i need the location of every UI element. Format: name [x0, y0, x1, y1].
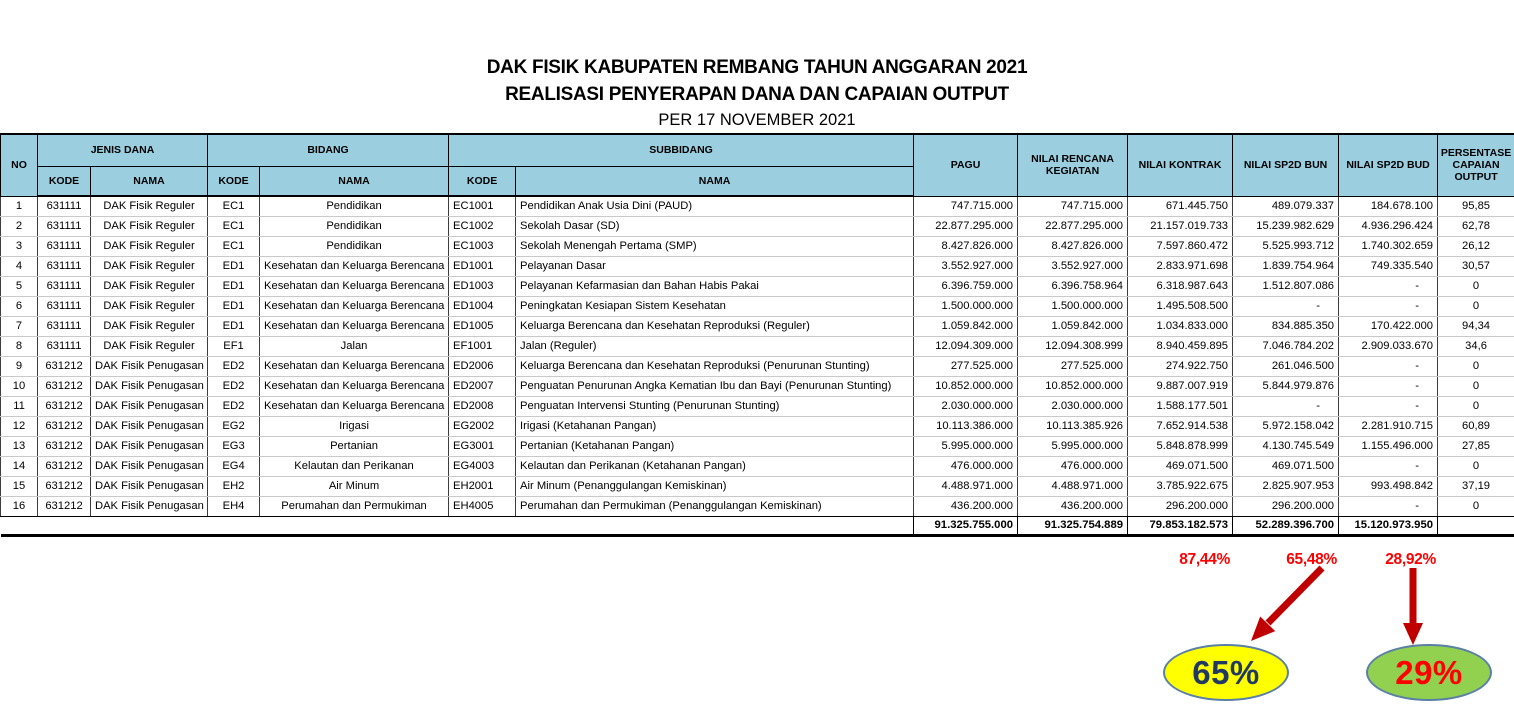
cell-subbidang-kode: EH4005 — [449, 497, 516, 517]
cell-bidang-nama: Air Minum — [260, 477, 449, 497]
report-title-block — [0, 54, 1514, 132]
cell-subbidang-kode: EF1001 — [449, 337, 516, 357]
cell-jenis-dana-kode: 631212 — [38, 377, 91, 397]
cell-no: 2 — [1, 217, 38, 237]
cell-no: 6 — [1, 297, 38, 317]
cell-no: 4 — [1, 257, 38, 277]
header-bidang-nama: NAMA — [260, 166, 449, 196]
cell-subbidang-nama: Perumahan dan Permukiman (Penanggulangan Kemiskinan) — [516, 497, 914, 517]
cell-no: 9 — [1, 357, 38, 377]
table-row — [1, 457, 1514, 477]
cell-subbidang-kode: EC1002 — [449, 217, 516, 237]
header-no: NO — [1, 134, 38, 196]
cell-nilai-sp2d-bud: 993.498.842 — [1339, 477, 1438, 497]
cell-persentase: 0 — [1438, 277, 1514, 297]
table-row — [1, 237, 1514, 257]
table-row — [1, 477, 1514, 497]
cell-nilai-sp2d-bun: 2.825.907.953 — [1233, 477, 1339, 497]
total-persentase-empty — [1438, 517, 1514, 536]
cell-nilai-rencana-kegiatan: 10.852.000.000 — [1018, 377, 1128, 397]
cell-jenis-dana-kode: 631111 — [38, 217, 91, 237]
cell-pagu: 747.715.000 — [914, 196, 1018, 217]
cell-nilai-sp2d-bud: - — [1339, 497, 1438, 517]
cell-pagu: 1.500.000.000 — [914, 297, 1018, 317]
cell-nilai-sp2d-bud: - — [1339, 457, 1438, 477]
arrow-down-left-icon — [1251, 568, 1322, 641]
cell-subbidang-nama: Irigasi (Ketahanan Pangan) — [516, 417, 914, 437]
cell-persentase: 0 — [1438, 377, 1514, 397]
table-row — [1, 217, 1514, 237]
table-row — [1, 317, 1514, 337]
table-row — [1, 277, 1514, 297]
table-row — [1, 297, 1514, 317]
cell-no: 1 — [1, 196, 38, 217]
cell-bidang-kode: EG2 — [208, 417, 260, 437]
header-subbidang-nama: NAMA — [516, 166, 914, 196]
cell-nilai-sp2d-bud: 170.422.000 — [1339, 317, 1438, 337]
cell-pagu: 22.877.295.000 — [914, 217, 1018, 237]
cell-nilai-rencana-kegiatan: 1.059.842.000 — [1018, 317, 1128, 337]
cell-jenis-dana-nama: DAK Fisik Reguler — [91, 257, 208, 277]
cell-subbidang-nama: Sekolah Dasar (SD) — [516, 217, 914, 237]
cell-bidang-nama: Irigasi — [260, 417, 449, 437]
cell-bidang-nama: Kesehatan dan Keluarga Berencana — [260, 277, 449, 297]
cell-jenis-dana-kode: 631111 — [38, 317, 91, 337]
table-row — [1, 357, 1514, 377]
cell-no: 11 — [1, 397, 38, 417]
cell-nilai-rencana-kegiatan: 12.094.308.999 — [1018, 337, 1128, 357]
cell-bidang-kode: EG3 — [208, 437, 260, 457]
cell-bidang-kode: EC1 — [208, 217, 260, 237]
cell-jenis-dana-nama: DAK Fisik Penugasan — [91, 497, 208, 517]
cell-subbidang-kode: ED1004 — [449, 297, 516, 317]
cell-nilai-rencana-kegiatan: 4.488.971.000 — [1018, 477, 1128, 497]
table-row — [1, 196, 1514, 217]
cell-jenis-dana-kode: 631111 — [38, 297, 91, 317]
cell-nilai-sp2d-bud: 2.281.910.715 — [1339, 417, 1438, 437]
total-nilai-kontrak: 79.853.182.573 — [1128, 517, 1233, 536]
report-title-line-2: REALISASI PENYERAPAN DANA DAN CAPAIAN OUTPUT — [505, 84, 1009, 105]
table-row — [1, 257, 1514, 277]
cell-subbidang-kode: EG4003 — [449, 457, 516, 477]
cell-nilai-kontrak: 9.887.007.919 — [1128, 377, 1233, 397]
cell-nilai-kontrak: 8.940.459.895 — [1128, 337, 1233, 357]
cell-bidang-nama: Kesehatan dan Keluarga Berencana — [260, 397, 449, 417]
cell-no: 13 — [1, 437, 38, 457]
cell-subbidang-kode: EG3001 — [449, 437, 516, 457]
cell-subbidang-nama: Air Minum (Penanggulangan Kemiskinan) — [516, 477, 914, 497]
cell-jenis-dana-kode: 631212 — [38, 497, 91, 517]
cell-jenis-dana-kode: 631212 — [38, 457, 91, 477]
cell-bidang-kode: ED2 — [208, 377, 260, 397]
table-row — [1, 437, 1514, 457]
cell-persentase: 0 — [1438, 397, 1514, 417]
cell-bidang-kode: EC1 — [208, 237, 260, 257]
cell-nilai-sp2d-bud: 4.936.296.424 — [1339, 217, 1438, 237]
cell-bidang-kode: ED1 — [208, 277, 260, 297]
totals-row — [1, 517, 1514, 536]
cell-nilai-sp2d-bun: - — [1233, 297, 1339, 317]
cell-subbidang-kode: ED1005 — [449, 317, 516, 337]
table-row — [1, 397, 1514, 417]
cell-bidang-kode: ED1 — [208, 317, 260, 337]
cell-no: 12 — [1, 417, 38, 437]
annotation-pct-bud: 28,92% — [1385, 551, 1436, 568]
cell-persentase: 37,19 — [1438, 477, 1514, 497]
cell-persentase: 26,12 — [1438, 237, 1514, 257]
cell-jenis-dana-kode: 631111 — [38, 337, 91, 357]
header-bidang: BIDANG — [208, 134, 449, 166]
cell-nilai-sp2d-bud: 1.155.496.000 — [1339, 437, 1438, 457]
cell-subbidang-kode: ED2006 — [449, 357, 516, 377]
total-pagu: 91.325.755.000 — [914, 517, 1018, 536]
cell-bidang-nama: Kesehatan dan Keluarga Berencana — [260, 377, 449, 397]
cell-jenis-dana-kode: 631212 — [38, 477, 91, 497]
cell-jenis-dana-nama: DAK Fisik Reguler — [91, 297, 208, 317]
cell-bidang-kode: EH4 — [208, 497, 260, 517]
cell-nilai-sp2d-bun: 5.525.993.712 — [1233, 237, 1339, 257]
cell-nilai-sp2d-bud: 2.909.033.670 — [1339, 337, 1438, 357]
cell-no: 16 — [1, 497, 38, 517]
cell-jenis-dana-nama: DAK Fisik Penugasan — [91, 357, 208, 377]
cell-bidang-nama: Kesehatan dan Keluarga Berencana — [260, 297, 449, 317]
cell-nilai-sp2d-bun: 7.046.784.202 — [1233, 337, 1339, 357]
cell-no: 3 — [1, 237, 38, 257]
cell-nilai-sp2d-bun: - — [1233, 397, 1339, 417]
header-jenis-dana-kode: KODE — [38, 166, 91, 196]
cell-jenis-dana-nama: DAK Fisik Reguler — [91, 277, 208, 297]
cell-nilai-kontrak: 3.785.922.675 — [1128, 477, 1233, 497]
cell-subbidang-nama: Pertanian (Ketahanan Pangan) — [516, 437, 914, 457]
total-nilai-sp2d-bun: 52.289.396.700 — [1233, 517, 1339, 536]
header-jenis-dana: JENIS DANA — [38, 134, 208, 166]
cell-nilai-sp2d-bun: 296.200.000 — [1233, 497, 1339, 517]
cell-bidang-kode: ED2 — [208, 397, 260, 417]
cell-jenis-dana-nama: DAK Fisik Penugasan — [91, 477, 208, 497]
header-nilai-kontrak: NILAI KONTRAK — [1128, 134, 1233, 196]
cell-persentase: 60,89 — [1438, 417, 1514, 437]
table-row — [1, 337, 1514, 357]
cell-no: 7 — [1, 317, 38, 337]
bubble-green-label: 29% — [1395, 653, 1463, 691]
cell-subbidang-nama: Keluarga Berencana dan Kesehatan Reproduksi (Penurunan Stunting) — [516, 357, 914, 377]
cell-bidang-kode: ED2 — [208, 357, 260, 377]
cell-nilai-kontrak: 469.071.500 — [1128, 457, 1233, 477]
cell-nilai-sp2d-bud: - — [1339, 377, 1438, 397]
header-nilai-sp2d-bun: NILAI SP2D BUN — [1233, 134, 1339, 196]
cell-nilai-kontrak: 1.495.508.500 — [1128, 297, 1233, 317]
cell-jenis-dana-kode: 631111 — [38, 277, 91, 297]
cell-subbidang-kode: EC1003 — [449, 237, 516, 257]
header-subbidang-kode: KODE — [449, 166, 516, 196]
cell-bidang-nama: Kesehatan dan Keluarga Berencana — [260, 317, 449, 337]
arrow-down-icon — [1403, 568, 1423, 645]
cell-subbidang-kode: ED2007 — [449, 377, 516, 397]
cell-nilai-kontrak: 5.848.878.999 — [1128, 437, 1233, 457]
cell-subbidang-nama: Peningkatan Kesiapan Sistem Kesehatan — [516, 297, 914, 317]
cell-bidang-kode: ED1 — [208, 297, 260, 317]
cell-jenis-dana-kode: 631111 — [38, 257, 91, 277]
cell-pagu: 5.995.000.000 — [914, 437, 1018, 457]
cell-subbidang-nama: Keluarga Berencana dan Kesehatan Reproduksi (Reguler) — [516, 317, 914, 337]
cell-nilai-kontrak: 671.445.750 — [1128, 196, 1233, 217]
cell-nilai-rencana-kegiatan: 1.500.000.000 — [1018, 297, 1128, 317]
cell-pagu: 2.030.000.000 — [914, 397, 1018, 417]
cell-bidang-nama: Kesehatan dan Keluarga Berencana — [260, 357, 449, 377]
cell-subbidang-nama: Penguatan Intervensi Stunting (Penurunan Stunting) — [516, 397, 914, 417]
cell-subbidang-kode: ED2008 — [449, 397, 516, 417]
cell-bidang-nama: Pendidikan — [260, 237, 449, 257]
cell-pagu: 4.488.971.000 — [914, 477, 1018, 497]
cell-subbidang-kode: EG2002 — [449, 417, 516, 437]
cell-nilai-sp2d-bud: - — [1339, 357, 1438, 377]
cell-jenis-dana-kode: 631212 — [38, 357, 91, 377]
cell-jenis-dana-kode: 631111 — [38, 237, 91, 257]
cell-jenis-dana-nama: DAK Fisik Reguler — [91, 337, 208, 357]
cell-nilai-kontrak: 6.318.987.643 — [1128, 277, 1233, 297]
header-pagu: PAGU — [914, 134, 1018, 196]
table-row — [1, 377, 1514, 397]
cell-nilai-rencana-kegiatan: 277.525.000 — [1018, 357, 1128, 377]
cell-jenis-dana-nama: DAK Fisik Reguler — [91, 237, 208, 257]
cell-subbidang-nama: Kelautan dan Perikanan (Ketahanan Pangan) — [516, 457, 914, 477]
cell-nilai-sp2d-bun: 834.885.350 — [1233, 317, 1339, 337]
cell-subbidang-nama: Pelayanan Dasar — [516, 257, 914, 277]
cell-no: 8 — [1, 337, 38, 357]
cell-nilai-sp2d-bud: 1.740.302.659 — [1339, 237, 1438, 257]
cell-bidang-kode: EG4 — [208, 457, 260, 477]
cell-pagu: 277.525.000 — [914, 357, 1018, 377]
cell-nilai-sp2d-bun: 489.079.337 — [1233, 196, 1339, 217]
cell-subbidang-kode: ED1001 — [449, 257, 516, 277]
cell-bidang-nama: Pendidikan — [260, 217, 449, 237]
cell-pagu: 8.427.826.000 — [914, 237, 1018, 257]
cell-no: 10 — [1, 377, 38, 397]
cell-subbidang-nama: Jalan (Reguler) — [516, 337, 914, 357]
cell-pagu: 1.059.842.000 — [914, 317, 1018, 337]
cell-nilai-sp2d-bun: 15.239.982.629 — [1233, 217, 1339, 237]
cell-persentase: 62,78 — [1438, 217, 1514, 237]
cell-subbidang-kode: EH2001 — [449, 477, 516, 497]
report-title-line-1: DAK FISIK KABUPATEN REMBANG TAHUN ANGGARAN 2021 — [486, 57, 1028, 78]
bubble-yellow-label: 65% — [1192, 653, 1260, 691]
dak-realisasi-table — [0, 133, 1514, 537]
header-subbidang: SUBBIDANG — [449, 134, 914, 166]
annotation-pct-bun: 65,48% — [1286, 551, 1337, 568]
cell-persentase: 0 — [1438, 357, 1514, 377]
cell-bidang-kode: EH2 — [208, 477, 260, 497]
cell-nilai-sp2d-bun: 4.130.745.549 — [1233, 437, 1339, 457]
bubble-yellow — [1163, 644, 1289, 701]
header-bidang-kode: KODE — [208, 166, 260, 196]
table-row — [1, 497, 1514, 517]
cell-nilai-rencana-kegiatan: 2.030.000.000 — [1018, 397, 1128, 417]
cell-pagu: 476.000.000 — [914, 457, 1018, 477]
cell-bidang-kode: ED1 — [208, 257, 260, 277]
cell-pagu: 12.094.309.000 — [914, 337, 1018, 357]
cell-nilai-sp2d-bud: - — [1339, 277, 1438, 297]
cell-subbidang-nama: Penguatan Penurunan Angka Kematian Ibu dan Bayi (Penurunan Stunting) — [516, 377, 914, 397]
cell-jenis-dana-kode: 631212 — [38, 417, 91, 437]
header-nilai-rencana-kegiatan: NILAI RENCANA KEGIATAN — [1018, 134, 1128, 196]
cell-nilai-sp2d-bud: 749.335.540 — [1339, 257, 1438, 277]
cell-nilai-kontrak: 2.833.971.698 — [1128, 257, 1233, 277]
cell-nilai-rencana-kegiatan: 5.995.000.000 — [1018, 437, 1128, 457]
cell-persentase: 95,85 — [1438, 196, 1514, 217]
cell-nilai-rencana-kegiatan: 436.200.000 — [1018, 497, 1128, 517]
cell-pagu: 3.552.927.000 — [914, 257, 1018, 277]
cell-jenis-dana-nama: DAK Fisik Reguler — [91, 317, 208, 337]
cell-persentase: 0 — [1438, 457, 1514, 477]
table-row — [1, 417, 1514, 437]
table-body — [1, 196, 1514, 517]
header-persentase-capaian-output: PERSENTASE CAPAIAN OUTPUT — [1438, 134, 1514, 196]
cell-jenis-dana-kode: 631212 — [38, 437, 91, 457]
cell-nilai-rencana-kegiatan: 476.000.000 — [1018, 457, 1128, 477]
cell-nilai-sp2d-bun: 1.512.807.086 — [1233, 277, 1339, 297]
cell-jenis-dana-nama: DAK Fisik Penugasan — [91, 437, 208, 457]
cell-nilai-rencana-kegiatan: 6.396.758.964 — [1018, 277, 1128, 297]
cell-bidang-nama: Pendidikan — [260, 196, 449, 217]
cell-subbidang-kode: ED1003 — [449, 277, 516, 297]
cell-nilai-kontrak: 21.157.019.733 — [1128, 217, 1233, 237]
cell-persentase: 0 — [1438, 297, 1514, 317]
cell-nilai-sp2d-bun: 5.972.158.042 — [1233, 417, 1339, 437]
cell-nilai-kontrak: 1.034.833.000 — [1128, 317, 1233, 337]
cell-nilai-rencana-kegiatan: 8.427.826.000 — [1018, 237, 1128, 257]
report-date-line: PER 17 NOVEMBER 2021 — [658, 111, 856, 129]
cell-nilai-rencana-kegiatan: 747.715.000 — [1018, 196, 1128, 217]
cell-pagu: 6.396.759.000 — [914, 277, 1018, 297]
cell-no: 5 — [1, 277, 38, 297]
cell-no: 14 — [1, 457, 38, 477]
cell-no: 15 — [1, 477, 38, 497]
cell-jenis-dana-nama: DAK Fisik Penugasan — [91, 397, 208, 417]
total-nilai-rencana-kegiatan: 91.325.754.889 — [1018, 517, 1128, 536]
cell-nilai-kontrak: 1.588.177.501 — [1128, 397, 1233, 417]
cell-subbidang-nama: Pendidikan Anak Usia Dini (PAUD) — [516, 196, 914, 217]
cell-nilai-sp2d-bun: 469.071.500 — [1233, 457, 1339, 477]
totals-blank — [1, 517, 914, 536]
cell-nilai-sp2d-bud: - — [1339, 397, 1438, 417]
cell-jenis-dana-nama: DAK Fisik Penugasan — [91, 457, 208, 477]
total-nilai-sp2d-bud: 15.120.973.950 — [1339, 517, 1438, 536]
cell-pagu: 10.852.000.000 — [914, 377, 1018, 397]
cell-persentase: 0 — [1438, 497, 1514, 517]
cell-nilai-rencana-kegiatan: 3.552.927.000 — [1018, 257, 1128, 277]
cell-nilai-sp2d-bud: 184.678.100 — [1339, 196, 1438, 217]
cell-persentase: 34,6 — [1438, 337, 1514, 357]
cell-jenis-dana-nama: DAK Fisik Reguler — [91, 217, 208, 237]
cell-bidang-nama: Kesehatan dan Keluarga Berencana — [260, 257, 449, 277]
annotation-pct-kontrak: 87,44% — [1179, 551, 1230, 568]
cell-subbidang-nama: Sekolah Menengah Pertama (SMP) — [516, 237, 914, 257]
cell-jenis-dana-nama: DAK Fisik Penugasan — [91, 417, 208, 437]
cell-bidang-nama: Pertanian — [260, 437, 449, 457]
bubble-green — [1366, 644, 1492, 701]
cell-nilai-kontrak: 7.652.914.538 — [1128, 417, 1233, 437]
cell-nilai-sp2d-bun: 261.046.500 — [1233, 357, 1339, 377]
cell-pagu: 10.113.386.000 — [914, 417, 1018, 437]
cell-nilai-rencana-kegiatan: 10.113.385.926 — [1018, 417, 1128, 437]
cell-subbidang-kode: EC1001 — [449, 196, 516, 217]
cell-jenis-dana-kode: 631111 — [38, 196, 91, 217]
cell-nilai-kontrak: 7.597.860.472 — [1128, 237, 1233, 257]
cell-jenis-dana-nama: DAK Fisik Penugasan — [91, 377, 208, 397]
cell-persentase: 27,85 — [1438, 437, 1514, 457]
cell-nilai-kontrak: 274.922.750 — [1128, 357, 1233, 377]
cell-persentase: 30,57 — [1438, 257, 1514, 277]
cell-nilai-sp2d-bun: 1.839.754.964 — [1233, 257, 1339, 277]
cell-nilai-sp2d-bud: - — [1339, 297, 1438, 317]
cell-bidang-nama: Kelautan dan Perikanan — [260, 457, 449, 477]
header-jenis-dana-nama: NAMA — [91, 166, 208, 196]
cell-subbidang-nama: Pelayanan Kefarmasian dan Bahan Habis Pakai — [516, 277, 914, 297]
cell-bidang-kode: EC1 — [208, 196, 260, 217]
cell-pagu: 436.200.000 — [914, 497, 1018, 517]
cell-jenis-dana-kode: 631212 — [38, 397, 91, 417]
cell-bidang-nama: Jalan — [260, 337, 449, 357]
cell-bidang-kode: EF1 — [208, 337, 260, 357]
cell-jenis-dana-nama: DAK Fisik Reguler — [91, 196, 208, 217]
cell-bidang-nama: Perumahan dan Permukiman — [260, 497, 449, 517]
cell-nilai-rencana-kegiatan: 22.877.295.000 — [1018, 217, 1128, 237]
cell-persentase: 94,34 — [1438, 317, 1514, 337]
header-nilai-sp2d-bud: NILAI SP2D BUD — [1339, 134, 1438, 196]
cell-nilai-sp2d-bun: 5.844.979.876 — [1233, 377, 1339, 397]
cell-nilai-kontrak: 296.200.000 — [1128, 497, 1233, 517]
